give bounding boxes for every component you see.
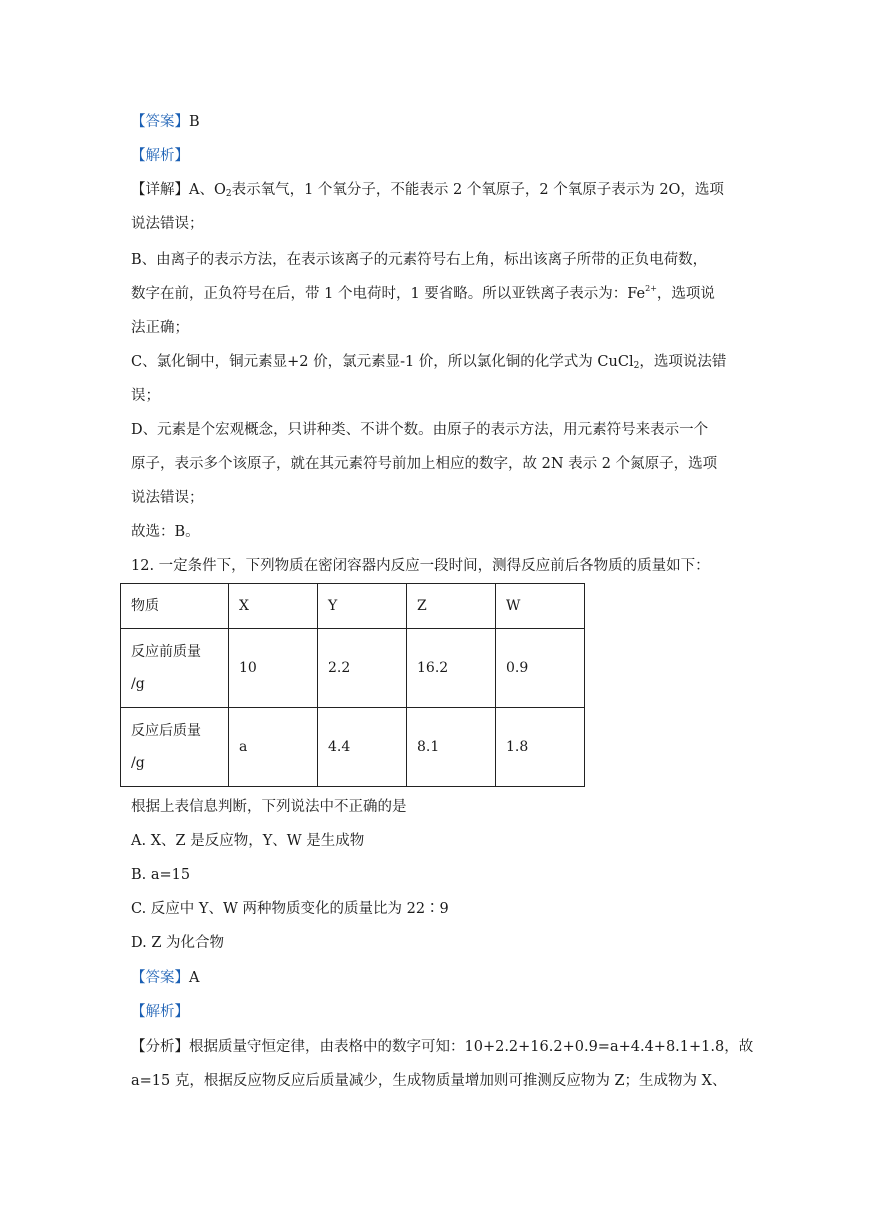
table-row-label: [121, 629, 229, 708]
q11-detail-a-line2: 说法错误；: [131, 216, 204, 232]
answer-tag: 【答案】: [131, 970, 189, 986]
subscript: 2: [633, 361, 640, 371]
analysis-tag: 【解析】: [131, 1004, 189, 1020]
q11-detail-d-line3: 说法错误；: [131, 490, 204, 506]
q11-detail-a-line1: [131, 180, 741, 200]
option-b-text-pre: 数字在前，正负符号在后，带 1 个电荷时，1 要省略。所以亚铁离子表示为：Fe: [131, 286, 646, 302]
row-label-line1: 反应前质量: [131, 644, 201, 660]
q11-detail-b-line2: [131, 284, 741, 304]
q12-option-c: C. 反应中 Y、W 两种物质变化的质量比为 22∶9: [131, 901, 449, 917]
table-header-cell: 物质: [121, 584, 229, 629]
table-cell: 10: [229, 629, 318, 708]
table-header-cell: Z: [407, 584, 496, 629]
table-row-label: [121, 708, 229, 787]
row-label-line2: /g: [131, 676, 145, 692]
table-cell: a: [229, 708, 318, 787]
q11-detail-d-line2: 原子，表示多个该原子，就在其元素符号前加上相应的数字，故 2N 表示 2 个氮原子，选项: [131, 456, 718, 472]
table-cell: 2.2: [318, 629, 407, 708]
table-cell: 0.9: [496, 629, 585, 708]
table-row: [121, 629, 585, 708]
q12-analysis-tag: [131, 1002, 741, 1022]
q11-detail-c-line1: [131, 352, 741, 372]
option-a-text-post: 表示氧气，1 个氧分子，不能表示 2 个氧原子，2 个氧原子表示为 2O，选项: [231, 182, 724, 198]
q11-detail-d-line1: D、元素是个宏观概念，只讲种类、不讲个数。由原子的表示方法，用元素符号来表示一个: [131, 422, 709, 438]
option-b-text-post: ，选项说: [656, 286, 715, 302]
mass-table: [120, 583, 585, 787]
row-label-line2: /g: [131, 755, 145, 771]
table-cell: 8.1: [407, 708, 496, 787]
table-row: [121, 708, 585, 787]
q11-detail-b-line1: B、由离子的表示方法，在表示该离子的元素符号右上角，标出该离子所带的正负电荷数，: [131, 252, 708, 268]
answer-tag: 【答案】: [131, 114, 189, 130]
fenxi-tag: 【分析】: [131, 1039, 189, 1055]
q12-answer-line: [131, 968, 741, 988]
q11-answer-line: [131, 112, 741, 132]
q12-fenxi-line2: a=15 克，根据反应物反应后质量减少，生成物质量增加则可推测反应物为 Z；生成物为 X、: [131, 1073, 727, 1089]
table-header-cell: Y: [318, 584, 407, 629]
q12-option-d: D. Z 为化合物: [131, 935, 225, 951]
q11-detail-c-line2: 误；: [131, 388, 160, 404]
analysis-tag: 【解析】: [131, 148, 189, 164]
table-header-cell: X: [229, 584, 318, 629]
detail-tag: 【详解】: [131, 182, 189, 198]
table-header-cell: W: [496, 584, 585, 629]
table-cell: 16.2: [407, 629, 496, 708]
subscript: 2: [225, 189, 232, 199]
q12-option-a: A. X、Z 是反应物，Y、W 是生成物: [131, 833, 365, 849]
option-c-text-post: ，选项说法错: [639, 354, 727, 370]
table-header-row: [121, 584, 585, 629]
q12-fenxi-line1: [131, 1037, 754, 1057]
answer-value: A: [189, 970, 200, 986]
fenxi-text: 根据质量守恒定律，由表格中的数字可知：10+2.2+16.2+0.9=a+4.4+8.1+1.8，故: [189, 1039, 754, 1055]
q12-question: 根据上表信息判断，下列说法中不正确的是: [131, 799, 407, 815]
q12-option-b: B. a=15: [131, 867, 191, 883]
q11-analysis-tag: [131, 146, 741, 166]
q12-stem: 12. 一定条件下，下列物质在密闭容器内反应一段时间，测得反应前后各物质的质量如下：: [131, 558, 710, 574]
q11-detail-b-line3: 法正确；: [131, 320, 189, 336]
superscript: 2+: [645, 284, 657, 293]
table-cell: 1.8: [496, 708, 585, 787]
table-cell: 4.4: [318, 708, 407, 787]
answer-value: B: [189, 114, 200, 130]
q11-conclusion: 故选：B。: [131, 524, 200, 540]
option-c-text-pre: C、氯化铜中，铜元素显+2 价，氯元素显-1 价，所以氯化铜的化学式为 CuCl: [131, 354, 634, 370]
option-a-text-pre: A、O: [189, 182, 226, 198]
row-label-line1: 反应后质量: [131, 723, 201, 739]
